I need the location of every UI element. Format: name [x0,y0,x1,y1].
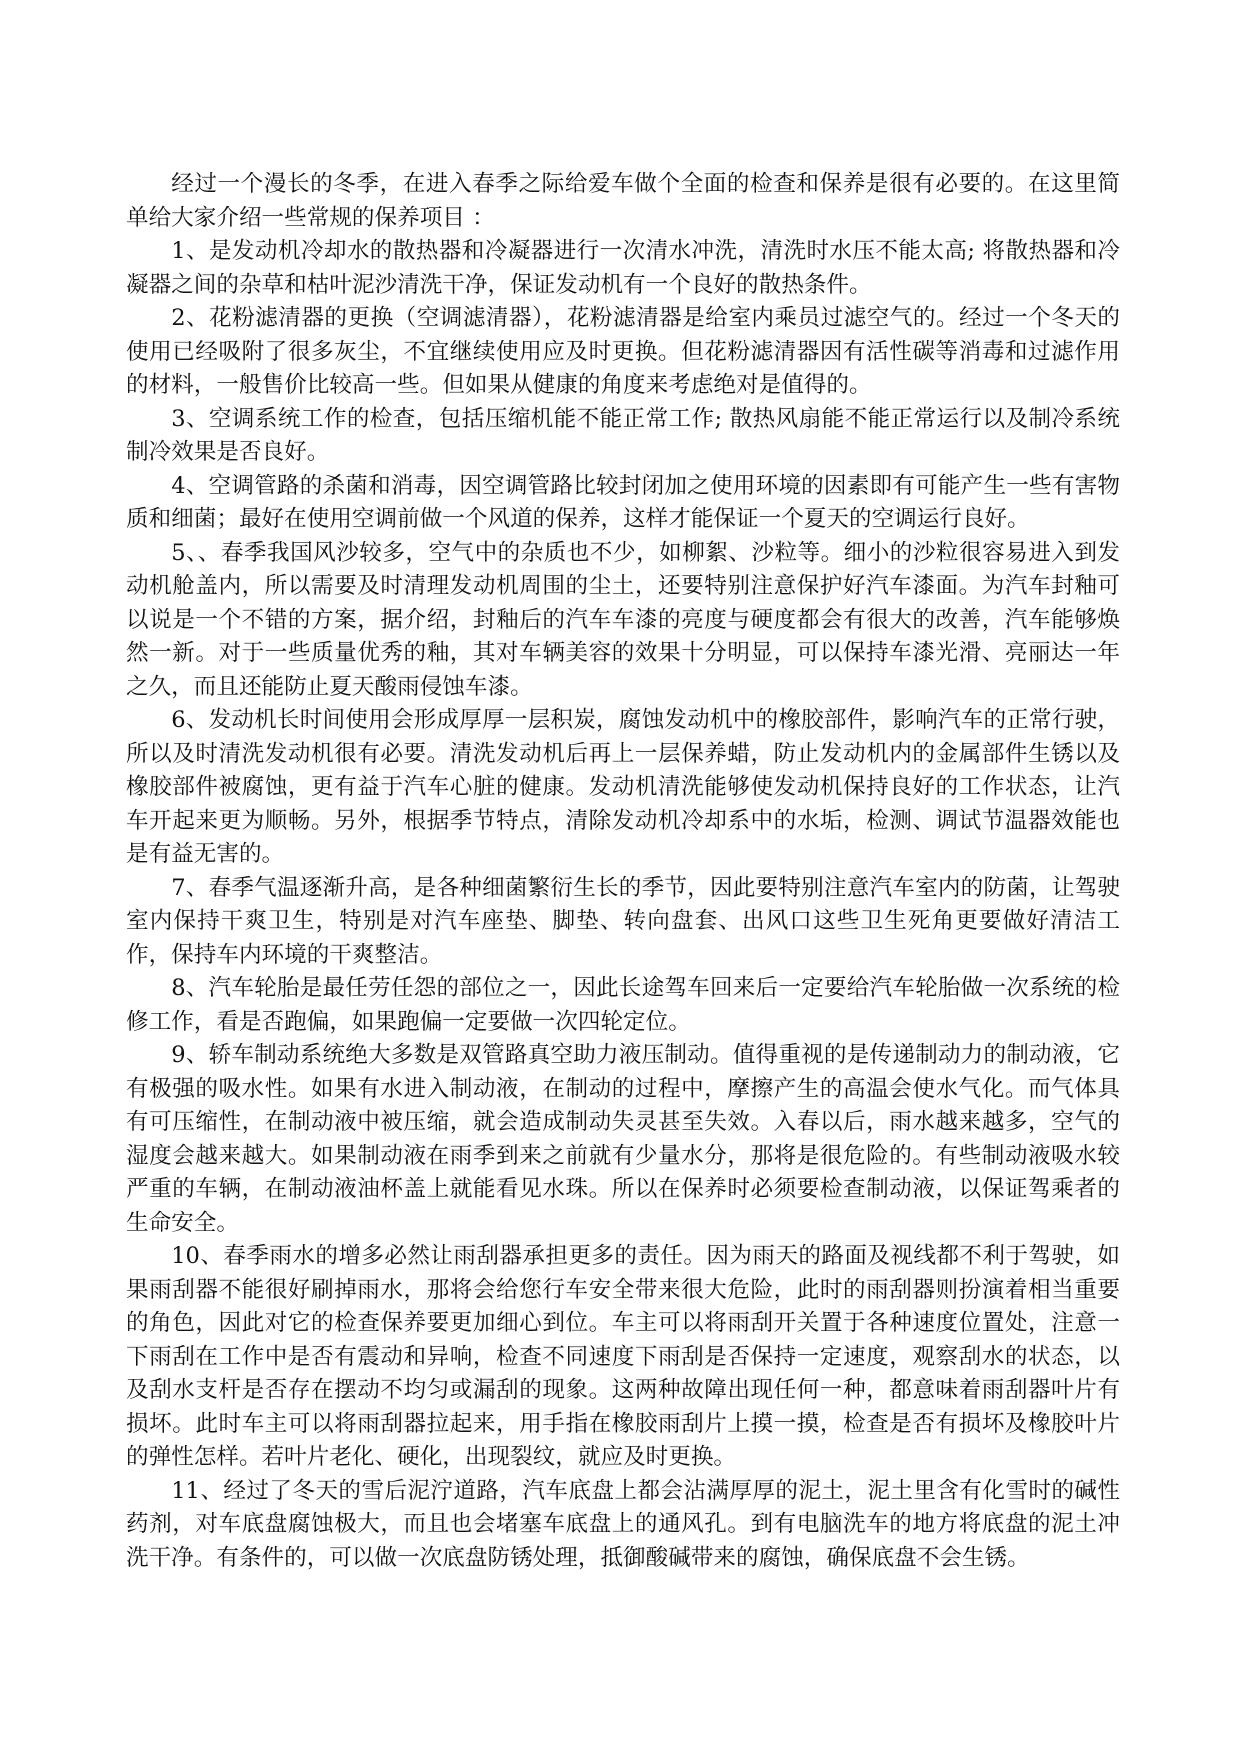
item-10-wipers: 10、春季雨水的增多必然让雨刮器承担更多的责任。因为雨天的路面及视线都不利于驾驶，如果雨刮器不能很好刷掉雨水，那将会给您行车安全带来很大危险，此时的雨刮器则扮演着相当重要的角色，因此对它的检查保养要更加细心到位。车主可以将雨刮开关置于各种速度位置处，注意一下雨刮在工作中是否有震动和异响，检查不同速度下雨刮是否保持一定速度，观察刮水的状态，以及刮水支杆是否存在摆动不均匀或漏刮的现象。这两种故障出现任何一种，都意味着雨刮器叶片有损坏。此时车主可以将雨刮器拉起来，用手指在橡胶雨刮片上摸一摸，检查是否有损坏及橡胶叶片的弹性怎样。若叶片老化、硬化，出现裂纹，就应及时更换。 [126,1243,1120,1470]
item-6-engine-cleaning: 6、发动机长时间使用会形成厚厚一层积炭，腐蚀发动机中的橡胶部件，影响汽车的正常行驶，所以及时清洗发动机很有必要。清洗发动机后再上一层保养蜡，防止发动机内的金属部件生锈以及橡胶部件被腐蚀，更有益于汽车心脏的健康。发动机清洗能够使发动机保持良好的工作状态，让汽车开起来更为顺畅。另外，根据季节特点，清除发动机冷却系中的水垢，检测、调试节温器效能也是有益无害的。 [126,707,1120,867]
item-3-ac-check: 3、空调系统工作的检查，包括压缩机能不能正常工作; 散热风扇能不能正常运行以及制冷系统制冷效果是否良好。 [126,405,1120,465]
item-8-tires: 8、汽车轮胎是最任劳任怨的部位之一，因此长途驾车回来后一定要给汽车轮胎做一次系统的检修工作，看是否跑偏，如果跑偏一定要做一次四轮定位。 [126,975,1120,1035]
item-9-brake-fluid: 9、轿车制动系统绝大多数是双管路真空助力液压制动。值得重视的是传递制动力的制动液，它有极强的吸水性。如果有水进入制动液，在制动的过程中，摩擦产生的高温会使水气化。而气体具有可压缩性，在制动液中被压缩，就会造成制动失灵甚至失效。入春以后，雨水越来越多，空气的湿度会越来越大。如果制动液在雨季到来之前就有少量水分，那将是很危险的。有些制动液吸水较严重的车辆，在制动液油杯盖上就能看见水珠。所以在保养时必须要检查制动液，以保证驾乘者的生命安全。 [126,1042,1120,1236]
item-1-radiator: 1、是发动机冷却水的散热器和冷凝器进行一次清水冲洗，清洗时水压不能太高; 将散热器和冷凝器之间的杂草和枯叶泥沙清洗干净，保证发动机有一个良好的散热条件。 [126,238,1120,298]
item-5-paint-protection: 5、、春季我国风沙较多，空气中的杂质也不少，如柳絮、沙粒等。细小的沙粒很容易进入到发动机舱盖内，所以需要及时清理发动机周围的尘土，还要特别注意保护好汽车漆面。为汽车封釉可以说是一个不错的方案，据介绍，封釉后的汽车车漆的亮度与硬度都会有很大的改善，汽车能够焕然一新。对于一些质量优秀的釉，其对车辆美容的效果十分明显，可以保持车漆光滑、亮丽达一年之久，而且还能防止夏天酸雨侵蚀车漆。 [126,539,1120,700]
item-4-ac-disinfection: 4、空调管路的杀菌和消毒，因空调管路比较封闭加之使用环境的因素即有可能产生一些有害物质和细菌；最好在使用空调前做一个风道的保养，这样才能保证一个夏天的空调运行良好。 [126,472,1120,532]
item-7-interior-hygiene: 7、春季气温逐渐升高，是各种细菌繁衍生长的季节，因此要特别注意汽车室内的防菌，让驾驶室内保持干爽卫生，特别是对汽车座垫、脚垫、转向盘套、出风口这些卫生死角更要做好清洁工作，保持车内环境的干爽整洁。 [126,874,1120,968]
item-11-chassis: 11、经过了冬天的雪后泥泞道路，汽车底盘上都会沾满厚厚的泥土，泥土里含有化雪时的碱性药剂，对车底盘腐蚀极大，而且也会堵塞车底盘上的通风孔。到有电脑洗车的地方将底盘的泥土冲洗干净。有条件的，可以做一次底盘防锈处理，抵御酸碱带来的腐蚀，确保底盘不会生锈。 [126,1477,1120,1571]
intro-paragraph: 经过一个漫长的冬季，在进入春季之际给爱车做个全面的检查和保养是很有必要的。在这里简单给大家介绍一些常规的保养项目 ： [126,171,1120,231]
document-body [126,168,1120,1575]
item-2-cabin-filter: 2、花粉滤清器的更换（空调滤清器），花粉滤清器是给室内乘员过滤空气的。经过一个冬天的使用已经吸附了很多灰尘，不宜继续使用应及时更换。但花粉滤清器因有活性碳等消毒和过滤作用的材料，一般售价比较高一些。但如果从健康的角度来考虑绝对是值得的。 [126,305,1120,398]
